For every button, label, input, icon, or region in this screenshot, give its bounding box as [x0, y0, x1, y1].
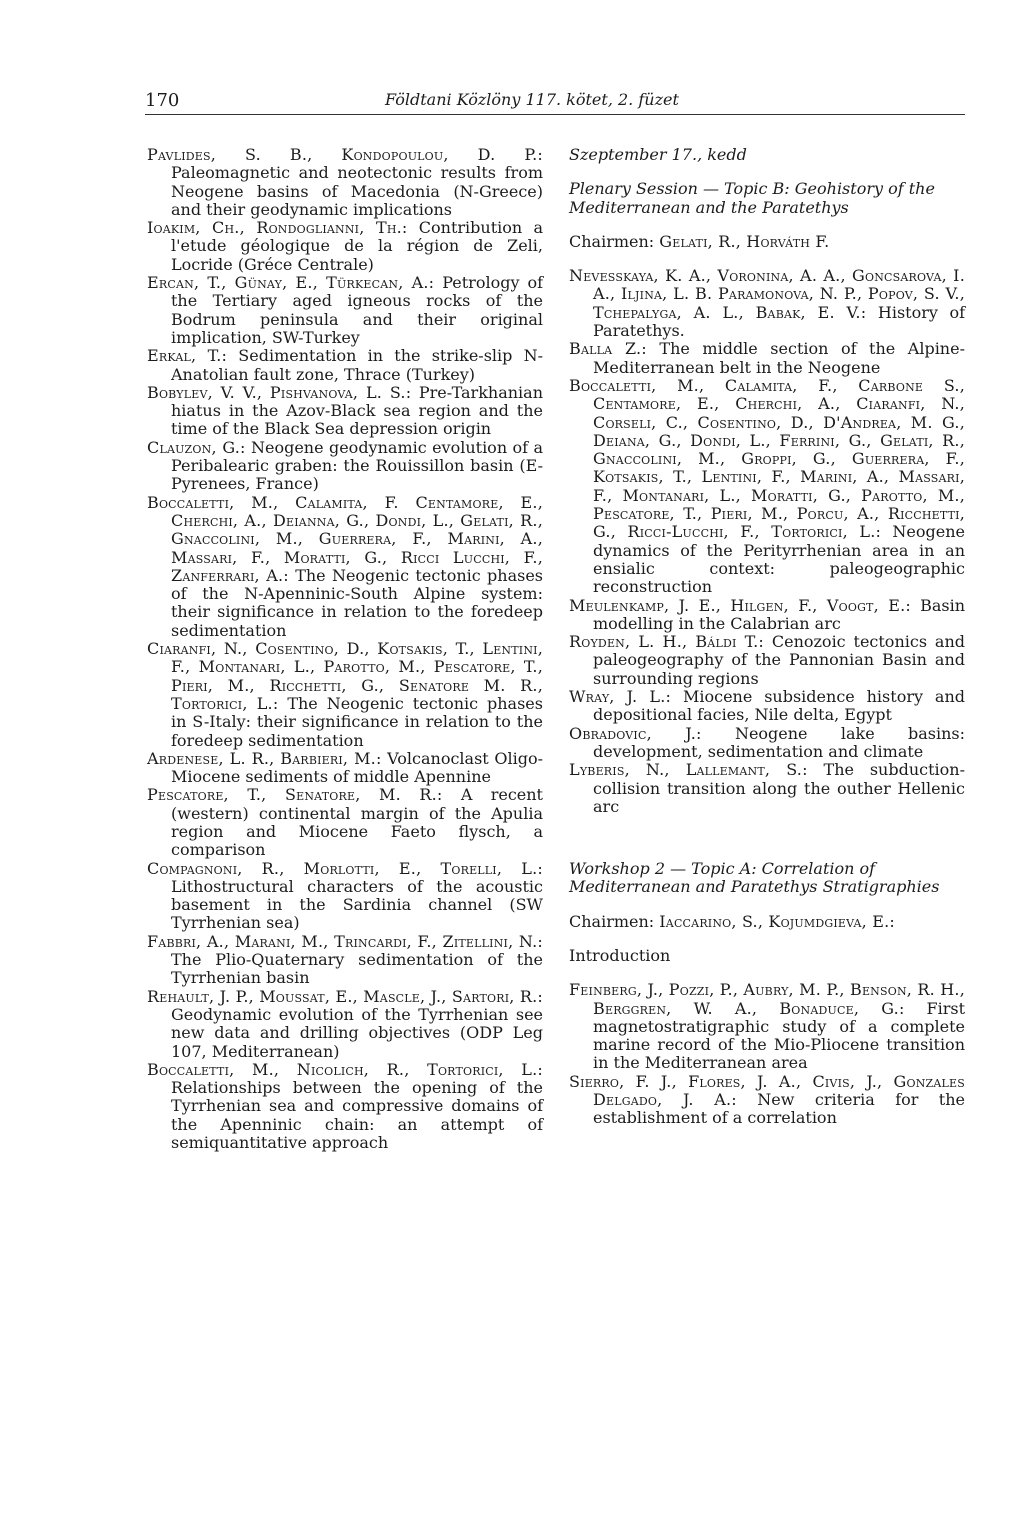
entry-authors: Pavlides, S. B., Kondopoulou, D. P.: — [147, 145, 543, 164]
entry-authors: Meulenkamp, J. E., Hilgen, F., Voogt, E.: — [569, 595, 911, 615]
entry-title: The Neogenic tectonic phases of the N-Apenninic-South Alpine system: their significance in relation to the foredeep sedimentation — [171, 565, 544, 640]
session-heading-workshop: Workshop 2 — Topic A: Correlation of Mediterranean and Paratethys Stratigraphies — [569, 859, 940, 897]
reference-entry — [569, 597, 965, 634]
entry-title: Geodynamic evolution of the Tyrrhenian see new data and drilling objectives (ODP Leg 107, Mediterranean) — [171, 1004, 543, 1061]
entry-authors: Compagnoni, R., Morlotti, E., Torelli, L.: — [147, 858, 543, 878]
session-entries-plenary — [569, 267, 965, 816]
entry-title: The middle section of the Alpine-Mediterranean belt in the Neogene — [593, 339, 965, 377]
chairs-names: Gelati, R., Horváth F. — [659, 231, 830, 251]
entry-authors: Royden, L. H., Báldi T.: — [569, 632, 764, 652]
reference-entry — [147, 494, 543, 640]
entry-authors: Ercan, T., Günay, E., Türkecan, A.: — [147, 273, 435, 293]
entry-title: Relationships between the opening of the Tyrrhenian sea and compressive domains of the Apenninic chain: an attempt of semiquantitative approach — [171, 1078, 543, 1153]
reference-entry — [147, 219, 543, 274]
chairs-label: Chairmen: — [569, 911, 660, 931]
reference-entry — [147, 146, 543, 219]
reference-entry — [147, 274, 543, 347]
reference-entry — [147, 1061, 543, 1152]
running-head: Földtani Közlöny 117. kötet, 2. füzet — [385, 90, 679, 109]
entry-authors: Rehault, J. P., Moussat, E., Mascle, J., Sartori, R.: — [147, 986, 543, 1006]
reference-entry — [569, 1073, 965, 1128]
session-chairs-plenary — [569, 233, 965, 251]
reference-entry — [569, 688, 965, 725]
entry-authors: Boccaletti, M., Nicolich, R., Tortorici, L.: — [147, 1059, 543, 1079]
session-heading-plenary: Plenary Session — Topic B: Geohistory of the Mediterranean and the Paratethys — [569, 179, 935, 217]
reference-entry — [147, 439, 543, 494]
reference-entry — [569, 377, 965, 597]
reference-entry — [147, 640, 543, 750]
entry-title: Neogene lake basins: development, sedimentation and climate — [593, 723, 965, 761]
entry-authors: Lyberis, N., Lallemant, S.: — [569, 760, 808, 780]
reference-entry — [569, 340, 965, 377]
page-header — [145, 88, 965, 115]
entry-title: Volcanoclast Oligo-Miocene sediments of middle Apennine — [171, 748, 543, 787]
entry-title: Lithostructural characters of the acoustic basement in the Sardinia channel (SW Tyrrhenian sea) — [171, 876, 543, 933]
page-number: 170 — [145, 90, 180, 111]
entry-title: Pre-Tarkhanian hiatus in the Azov-Black sea region and the time of the Black Sea depression origin — [171, 382, 543, 439]
entry-title: Neogene dynamics of the Perityrrhenian area in an ensialic context: paleogeographic reconstruction — [593, 522, 965, 597]
entry-title: Miocene subsidence history and depositional facies, Nile delta, Egypt — [593, 687, 965, 725]
entry-title: The Plio-Quaternary sedimentation of the Tyrrhenian basin — [171, 950, 543, 988]
right-column — [569, 146, 965, 1128]
reference-entry — [147, 384, 543, 439]
entry-authors: Balla Z.: — [569, 339, 647, 359]
reference-entry — [569, 761, 965, 816]
entry-title: New criteria for the establishment of a correlation — [593, 1090, 965, 1128]
entry-authors: Fabbri, A., Marani, M., Trincardi, F., Zitellini, N.: — [147, 931, 543, 951]
entry-title: Cenozoic tectonics and paleogeography of the Pannonian Basin and surrounding regions — [593, 632, 965, 688]
entry-authors: Ardenese, L. R., Barbieri, M.: — [147, 748, 382, 768]
entry-title: A recent (western) continental margin of the Apulia region and Miocene Faeto flysch, a comparison — [171, 785, 543, 860]
introduction-heading: Introduction — [569, 945, 671, 965]
reference-entry — [569, 981, 965, 1072]
reference-entry — [147, 988, 543, 1061]
entry-title: First magnetostratigraphic study of a complete marine record of the Mio-Pliocene transition in the Mediterranean area — [593, 998, 965, 1073]
entry-title: The Neogenic tectonic phases in S-Italy: their significance in relation to the foredeep sedimentation — [171, 693, 543, 750]
entry-authors: Pescatore, T., Senatore, M. R.: — [147, 785, 443, 805]
reference-entry — [147, 933, 543, 988]
entry-title: Petrology of the Tertiary aged igneous rocks of the Bodrum peninsula and their original implication, SW-Turkey — [171, 273, 544, 347]
entry-authors: Sierro, F. J., Flores, J. A., Civis, J., Gonzales Delgado, J. A.: — [569, 1071, 965, 1110]
entry-authors: Ciaranfi, N., Cosentino, D., Kotsakis, T., Lentini, F., Montanari, L., Parotto, M., Pescatore, T., Pieri, M., Ricchetti, G., Senatore M. R., Tortorici, L.: — [147, 639, 543, 713]
session-entries-workshop — [569, 981, 965, 1127]
entry-authors: Boccaletti, M., Calamita, F., Carbone S., Centamore, E., Cherchi, A., Ciaranfi, N., Corseli, C., Cosentino, D., D'Andrea, M. G., Deiana, G., Dondi, L., Ferrini, G., Gelati, R., Gnaccolini, M., Groppi, G., Guerrera, F., Kotsakis, T., Lentini, F., Marini, A., Massari, F., Montanari, L., Moratti, G., Parotto, M., Pescatore, T., Pieri, M., Porcu, A., Ricchetti, G., Ricci-Lucchi, F., Tortorici, L.: — [569, 375, 965, 542]
reference-entry — [569, 725, 965, 762]
reference-entry — [147, 347, 543, 384]
date-heading: Szeptember 17., kedd — [569, 145, 747, 164]
entry-title: Neogene geodynamic evolution of a Peribalearic graben: the Rouissillon basin (E-Pyrenees, France) — [171, 437, 543, 494]
entry-authors: Boccaletti, M., Calamita, F. Centamore, E., Cherchi, A., Deianna, G., Dondi, L., Gelati, R., Gnaccolini, M., Guerrera, F., Marini, A., Massari, F., Moratti, G., Ricci Lucchi, F., Zanferrari, A.: — [147, 492, 543, 585]
entry-authors: Feinberg, J., Pozzi, P., Aubry, M. P., Benson, R. H., Berggren, W. A., Bonaduce, G.: — [569, 980, 965, 1018]
session-chairs-workshop — [569, 913, 965, 931]
reference-entry — [569, 267, 965, 340]
entry-title: Sedimentation in the strike-slip N-Anatolian fault zone, Thrace (Turkey) — [171, 346, 544, 384]
entry-authors: Bobylev, V. V., Pishvanova, L. S.: — [147, 382, 412, 402]
entry-authors: Ioakim, Ch., Rondoglianni, Th.: — [147, 218, 408, 238]
entry-title: Basin modelling in the Calabrian arc — [593, 595, 965, 633]
entry-title: Paleomagnetic and neotectonic results from Neogene basins of Macedonia (N-Greece) and their geodynamic implications — [171, 163, 543, 219]
chairs-label: Chairmen: — [569, 231, 660, 251]
entry-title: Contribution a l'etude géologique de la région de Zeli, Locride (Gréce Centrale) — [171, 218, 543, 274]
reference-entry — [147, 750, 543, 787]
entry-authors: Wray, J. L.: — [569, 687, 672, 707]
reference-entry — [147, 860, 543, 933]
entry-authors: Obradovic, J.: — [569, 723, 702, 743]
entry-title: The subduction-collision transition along the outher Hellenic arc — [593, 760, 965, 816]
left-column — [147, 146, 543, 1152]
entry-authors: Clauzon, G.: — [147, 437, 246, 457]
reference-entry — [569, 633, 965, 688]
chairs-names: Iaccarino, S., Kojumdgieva, E.: — [659, 911, 895, 931]
entry-authors: Nevesskaya, K. A., Voronina, A. A., Goncsarova, I. A., Iljina, L. B. Paramonova, N. P., Popov, S. V., Tchepalyga, A. L., Babak, E. V.: — [569, 266, 965, 322]
reference-entry — [147, 786, 543, 859]
entry-authors: Erkal, T.: — [147, 346, 228, 366]
entry-title: History of Paratethys. — [593, 302, 966, 341]
